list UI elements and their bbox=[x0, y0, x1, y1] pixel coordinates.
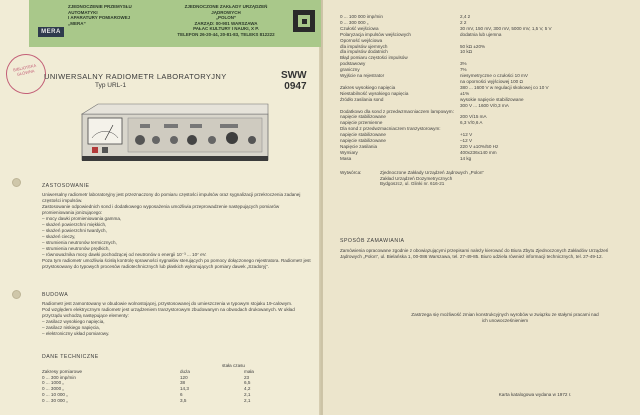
producer-block: Wytwórca: Zjednoczone Zakłady Urządzeń Jądrowych „Polon” Zakład Urządzeń Dozymetrycznych Bydgoszcz, ul. Glinki nr. 616-21 bbox=[340, 169, 484, 187]
spec-row: Napięcie zasilania 220 V ±10%/50 Hz bbox=[340, 143, 499, 149]
spec-row: graniczny 7% bbox=[340, 67, 467, 73]
spec-row: podstawowy 3% bbox=[340, 61, 467, 67]
spec-row: Błąd pomiaru częstości impulsów bbox=[340, 55, 408, 61]
spec-row: Zakres wysokiego napięcia 380 ... 1600 V w regulacji skokowej co 10 V bbox=[340, 84, 549, 90]
spec-row: Czułość wejściowa 30 mV, 150 mV, 300 mV, 5000 mV, 1,5 V, 5 V bbox=[340, 25, 552, 31]
table-row: 0 ... 3000 „ 14,3 4,2 bbox=[42, 386, 251, 392]
list-item: – równoważnika mocy dawki pochodzącej od neutronów o energii 10⁻³ ... 10⁷ eV. bbox=[42, 252, 207, 257]
section-heading: BUDOWA bbox=[42, 292, 69, 298]
disclaimer-note: Zastrzega się możliwość zmian konstrukcyjnych wyrobów w związku ze stałymi pracami nad ich unowocześnieniem bbox=[411, 312, 599, 323]
paragraph: Zamówienia opracowane zgodnie z obowiązującymi przepisami należy kierować do Biura Zbytu Zjednoczonych Zakładów Urządzeń Jądrowych „Polon”, ul. Bielańska 1, 00-086 Warszawa, tel. 27-49-85. Biuro udziela również informacji technicznych, tel. 27-49-12. bbox=[340, 248, 609, 259]
company-left: ZJEDNOCZENIE PRZEMYSŁU AUTOMATYKI I APARATURY POMIAROWEJ „MERA” bbox=[68, 4, 132, 26]
library-stamp: BIBLIOTEKA GŁÓWNA bbox=[2, 50, 49, 97]
spec-row: Źródło zasilania sond wysokie napięcie stabilizowane bbox=[340, 96, 524, 102]
measurement-ranges-table: stała czasu Zakresy pomiarowe duża mała 0 ... 300 imp/min 120 23 0 ... 1000 „ 38 6,5 0 ... 3000 „ 14,3 4,2 0 ... 10 000 „ 6 2,1 0 ... 30 000 „ 3,5 2,1 bbox=[42, 363, 258, 404]
spec-row: dla impulsów ujemnych 50 kΩ ±20% bbox=[340, 43, 486, 49]
list-item: – zasilacz wysokiego napięcia, bbox=[42, 319, 105, 324]
page-title: UNIWERSALNY RADIOMETR LABORATORYJNY bbox=[44, 72, 227, 81]
catalog-code: SWW 0947 bbox=[281, 70, 307, 92]
paragraph: Uniwersalny radiometr laboratoryjny jest przeznaczony do pomiaru częstości impulsów oraz sygnalizacji przekroczenia zadanej częstości impulsów. bbox=[42, 192, 301, 203]
spec-row: Niestabilność wysokiego napięcia ±1% bbox=[340, 90, 470, 96]
table-row: 0 ... 30 000 „ 3,5 2,1 bbox=[42, 397, 251, 403]
spec-row: napięcie przemienne 6,3 V/0,6 A bbox=[340, 120, 483, 126]
paragraph: Poza tym radiometr umożliwia ścisłą kontrolę sprawności sygnałów sterujących po pomocy dołączonego rejestratora. Radiometr jest przystosowany do typowych procesów radiotechnicznych lub płaskich wykonujących pomiary dawek „Szadoryj”. bbox=[42, 258, 311, 269]
paragraph: Zastosowanie odpowiednich sond i dodatkowego wyposażenia umożliwia przeprowadzenie następujących pomiarów promieniowania jonizującego: bbox=[42, 204, 280, 215]
section-sposob-zamawiania bbox=[340, 238, 630, 260]
list-item: – mocy dawki promieniowania gamma, bbox=[42, 216, 122, 221]
binder-hole-top bbox=[12, 178, 21, 187]
footer-note: Karta katalogowa wydana w 1972 r. bbox=[498, 392, 572, 397]
table-row: 0 ... 300 imp/min 120 23 bbox=[42, 374, 250, 380]
list-item: – elektroniczny układ pomiarowy. bbox=[42, 331, 110, 336]
table-row: 0 ... 1000 „ 38 6,5 bbox=[42, 380, 251, 386]
spec-row: Masa 14 kg bbox=[340, 155, 472, 161]
polon-logo-icon bbox=[293, 10, 315, 32]
paragraph: Pod względem elektrycznym radiometr jest urządzeniem tranzystorowym zbudowanym na obwodach drukowanych. W układ przyrządu wchodzą następujące elementy: bbox=[42, 307, 295, 318]
spec-row: 0 ... 300 000 „ 2 2 bbox=[340, 19, 467, 25]
spec-row: Wyjście na rejestrator niesymetryczne o czułości 10 mV bbox=[340, 73, 528, 79]
company-right: ZJEDNOCZONE ZAKŁADY URZĄDZEŃ JĄDROWYCH „POLON” ZARZĄD: 00-901 WARSZAWA PAŁAC KULTURY I NAUKI, X P. TELEFON 26-20-44, 20-81-83, TELEKS 812222 bbox=[177, 4, 275, 37]
spec-row: 300 V ... 1600 V/0,3 mA bbox=[460, 102, 509, 108]
radiometer-illustration bbox=[80, 100, 270, 165]
spec-row: Wymiary 400x236x140 mm bbox=[340, 149, 497, 155]
spec-row: Polaryzacja impulsów wejściowych dodatnia lub ujemna bbox=[340, 31, 502, 37]
spec-row: Oporność wejściowa bbox=[340, 37, 383, 43]
list-item: – zasilacz niskiego napięcia, bbox=[42, 325, 100, 330]
list-item: – skażeń cieczy, bbox=[42, 234, 76, 239]
page-subtitle: Typ URL-1 bbox=[95, 82, 127, 89]
list-item: – strumienia neutronów prędkich, bbox=[42, 246, 110, 251]
section-zastosowanie bbox=[42, 183, 312, 270]
spec-row: napięcie stabilizowane 200 V/15 mA bbox=[340, 114, 487, 120]
section-heading: SPOSÓB ZAMAWIANIA bbox=[340, 238, 405, 244]
spec-row: dla impulsów dodatnich 10 kΩ bbox=[340, 49, 473, 55]
table-row: 0 ... 10 000 „ 6 2,1 bbox=[42, 391, 251, 397]
mera-logo: MERA bbox=[38, 27, 64, 37]
section-dane-techniczne bbox=[42, 354, 312, 404]
spec-row: napięcie stabilizowane –12 V bbox=[340, 138, 473, 144]
section-heading: ZASTOSOWANIE bbox=[42, 183, 90, 189]
binder-hole-bottom bbox=[12, 290, 21, 299]
spec-row: napięcie stabilizowane +12 V bbox=[340, 132, 473, 138]
paragraph: Radiometr jest zamontowany w obudowie wolnostojącej, przystosowanej do umieszczenia w typowym stojaku 19-calowym. bbox=[42, 301, 293, 306]
section-heading: DANE TECHNICZNE bbox=[42, 354, 99, 360]
list-item: – skażeń powierzchni miękkich, bbox=[42, 222, 107, 227]
technical-specs-continued bbox=[340, 14, 630, 187]
section-budowa bbox=[42, 292, 312, 337]
list-item: – skażeń powierzchni twardych, bbox=[42, 228, 107, 233]
spec-row: Dla sond z przedwzmacniaczem tranzystorowym: bbox=[340, 126, 441, 132]
list-item: – strumienia neutronów termicznych, bbox=[42, 240, 117, 245]
spec-row: 0 ... 100 000 imp/min 2,4 2 bbox=[340, 14, 471, 19]
spec-row: Dodatkowo dla sond z przedwzmacniaczem lampowym: bbox=[340, 108, 454, 114]
spec-row: na oporności wyjściowej 100 Ω bbox=[460, 78, 523, 84]
